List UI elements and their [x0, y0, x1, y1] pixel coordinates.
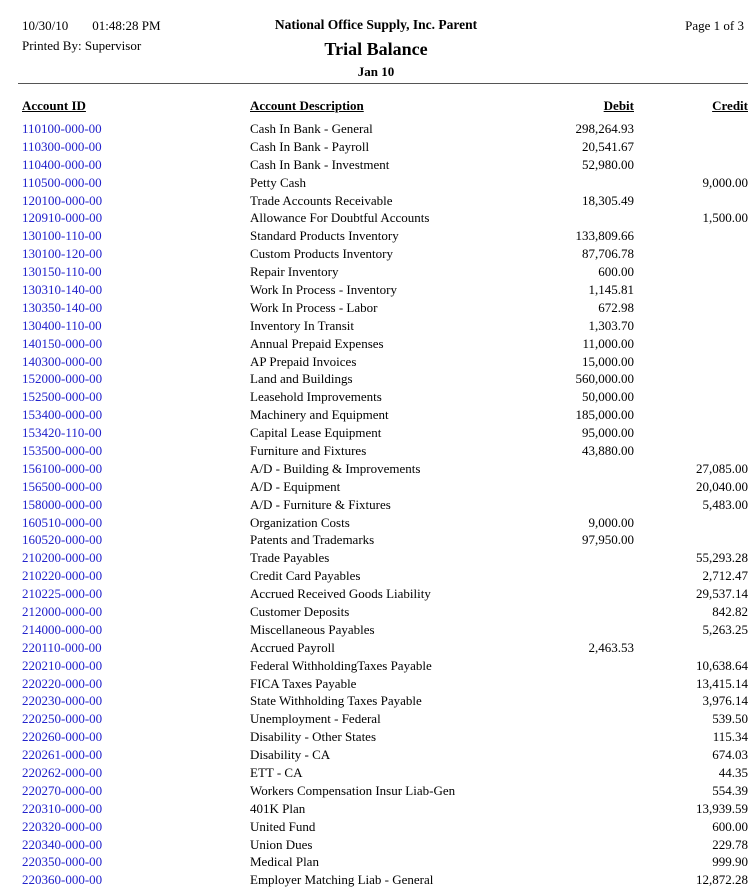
table-row: [22, 657, 748, 675]
table-row: [22, 460, 748, 478]
credit-amount: 600.00: [712, 818, 748, 834]
account-id-link[interactable]: 140150-000-00: [22, 335, 103, 351]
table-row: [22, 209, 748, 227]
account-description: Customer Deposits: [250, 603, 350, 619]
account-description: Repair Inventory: [250, 264, 339, 280]
table-row: [22, 406, 748, 424]
table-row: [22, 764, 748, 782]
table-row: [22, 353, 748, 371]
account-id-link[interactable]: 160520-000-00: [22, 532, 103, 548]
account-id-link[interactable]: 130310-140-00: [22, 281, 103, 297]
table-row: [22, 531, 748, 549]
account-id-link[interactable]: 220210-000-00: [22, 657, 103, 673]
column-header-account-description: Account Description: [250, 98, 364, 113]
debit-amount: 2,463.53: [588, 639, 634, 655]
debit-amount: [512, 603, 634, 621]
debit-amount: [512, 782, 634, 800]
account-description: Patents and Trademarks: [250, 532, 375, 548]
account-id-link[interactable]: 153420-110-00: [22, 425, 102, 441]
report-title: Trial Balance: [324, 38, 428, 59]
debit-amount: 298,264.93: [575, 120, 634, 136]
account-id-link[interactable]: 220262-000-00: [22, 765, 103, 780]
table-row: [22, 174, 748, 192]
credit-amount: [634, 370, 748, 388]
account-description: Furniture and Fixtures: [250, 442, 367, 458]
account-id-link[interactable]: 120910-000-00: [22, 210, 103, 226]
debit-amount: 18,305.49: [582, 192, 634, 208]
account-id-link[interactable]: 110100-000-00: [22, 120, 102, 136]
credit-amount: 539.50: [712, 711, 748, 727]
account-description: Accrued Received Goods Liability: [250, 586, 431, 602]
account-description: 401K Plan: [250, 800, 306, 816]
account-id-link[interactable]: 130350-140-00: [22, 299, 103, 315]
debit-amount: 20,541.67: [582, 138, 634, 154]
report-period: Jan 10: [357, 63, 395, 79]
table-row: [22, 639, 748, 657]
account-description: Disability - Other States: [250, 729, 377, 745]
debit-amount: 97,950.00: [582, 532, 634, 548]
debit-amount: 11,000.00: [582, 335, 634, 351]
credit-amount: [634, 639, 748, 657]
account-id-link[interactable]: 140300-000-00: [22, 353, 103, 369]
table-row: [22, 370, 748, 388]
printed-by: Printed By: Supervisor: [22, 38, 142, 53]
table-row: [22, 317, 748, 335]
debit-amount: [512, 657, 634, 675]
debit-amount: [512, 675, 634, 693]
debit-amount: 185,000.00: [575, 407, 634, 423]
account-description: ETT - CA: [250, 765, 303, 780]
account-id-link[interactable]: 220360-000-00: [22, 872, 103, 888]
debit-amount: 52,980.00: [582, 156, 634, 172]
column-header-debit: Debit: [603, 98, 634, 113]
table-row: [22, 818, 748, 836]
table-row: [22, 585, 748, 603]
table-row: [22, 514, 748, 532]
account-id-link[interactable]: 120100-000-00: [22, 192, 103, 208]
debit-amount: [512, 836, 634, 854]
credit-amount: 27,085.00: [696, 460, 748, 476]
credit-amount: [634, 317, 748, 335]
table-row: [22, 388, 748, 406]
table-row: [22, 299, 748, 317]
account-id-link[interactable]: 130100-110-00: [22, 228, 102, 244]
account-description: Standard Products Inventory: [250, 228, 399, 244]
credit-amount: 5,263.25: [702, 621, 748, 637]
debit-amount: 560,000.00: [575, 371, 634, 387]
table-row: [22, 693, 748, 711]
trial-balance-table: [22, 96, 748, 889]
credit-amount: 29,537.14: [696, 586, 748, 602]
credit-amount: 229.78: [712, 836, 748, 852]
credit-amount: 12,872.28: [696, 872, 748, 888]
table-row: [22, 746, 748, 764]
debit-amount: 95,000.00: [582, 425, 634, 441]
table-row: [22, 496, 748, 514]
debit-amount: [512, 621, 634, 639]
account-id-link[interactable]: 220310-000-00: [22, 800, 103, 816]
credit-amount: [634, 138, 748, 156]
account-description: FICA Taxes Payable: [250, 675, 357, 691]
print-time: 01:48:28 PM: [92, 18, 161, 33]
table-row: [22, 710, 748, 728]
account-id-link[interactable]: 110300-000-00: [22, 138, 102, 154]
debit-amount: 1,145.81: [588, 281, 634, 297]
credit-amount: 3,976.14: [702, 693, 748, 709]
account-description: Cash In Bank - Investment: [250, 156, 390, 172]
account-id-link[interactable]: 220340-000-00: [22, 836, 103, 852]
account-id-link[interactable]: 220261-000-00: [22, 747, 103, 763]
credit-amount: [634, 281, 748, 299]
account-description: Disability - CA: [250, 747, 331, 763]
table-row: [22, 442, 748, 460]
debit-amount: [512, 818, 634, 836]
credit-amount: [634, 424, 748, 442]
table-row: [22, 854, 748, 872]
account-description: AP Prepaid Invoices: [250, 353, 357, 369]
table-row: [22, 245, 748, 263]
account-description: Organization Costs: [250, 514, 350, 530]
account-id-link[interactable]: 220230-000-00: [22, 693, 103, 709]
table-row: [22, 120, 748, 138]
account-description: Federal WithholdingTaxes Payable: [250, 657, 432, 673]
credit-amount: 55,293.28: [696, 550, 748, 566]
credit-amount: [634, 442, 748, 460]
company-name: National Office Supply, Inc. Parent: [274, 17, 478, 32]
credit-amount: [634, 156, 748, 174]
credit-amount: 9,000.00: [702, 174, 748, 190]
account-description: Unemployment - Federal: [250, 711, 381, 727]
debit-amount: [512, 871, 634, 889]
debit-amount: [512, 854, 634, 872]
header-divider-line: [18, 83, 748, 84]
account-id-link[interactable]: 220220-000-00: [22, 675, 103, 691]
table-row: [22, 281, 748, 299]
account-description: Machinery and Equipment: [250, 407, 389, 423]
table-row: [22, 335, 748, 353]
account-id-link[interactable]: 210220-000-00: [22, 568, 103, 584]
credit-amount: 44.35: [718, 765, 748, 780]
debit-amount: 15,000.00: [582, 353, 634, 369]
debit-amount: [512, 496, 634, 514]
debit-amount: [512, 460, 634, 478]
account-description: Workers Compensation Insur Liab-Gen: [250, 782, 456, 798]
account-id-link[interactable]: 110400-000-00: [22, 156, 102, 172]
credit-amount: 554.39: [712, 782, 748, 798]
debit-amount: [512, 728, 634, 746]
table-row: [22, 138, 748, 156]
credit-amount: 13,415.14: [696, 675, 748, 691]
account-description: A/D - Furniture & Fixtures: [250, 496, 391, 512]
account-id-link[interactable]: 212000-000-00: [22, 603, 103, 619]
credit-amount: 1,500.00: [702, 210, 748, 226]
account-id-link[interactable]: 130150-110-00: [22, 264, 102, 280]
credit-amount: 10,638.64: [696, 657, 748, 673]
account-description: United Fund: [250, 818, 316, 834]
credit-amount: [634, 353, 748, 371]
account-description: Custom Products Inventory: [250, 246, 393, 262]
account-description: Trade Payables: [250, 550, 330, 566]
account-description: Annual Prepaid Expenses: [250, 335, 384, 351]
debit-amount: [512, 693, 634, 711]
debit-amount: [512, 585, 634, 603]
table-row: [22, 192, 748, 210]
trial-balance-rows: [22, 120, 748, 889]
table-row: [22, 603, 748, 621]
account-id-link[interactable]: 210225-000-00: [22, 586, 103, 602]
account-id-link[interactable]: 152500-000-00: [22, 389, 103, 405]
table-row: [22, 567, 748, 585]
account-description: A/D - Equipment: [250, 478, 341, 494]
table-row: [22, 424, 748, 442]
debit-amount: [512, 567, 634, 585]
credit-amount: [634, 335, 748, 353]
account-description: State Withholding Taxes Payable: [250, 693, 422, 709]
credit-amount: [634, 245, 748, 263]
account-description: Cash In Bank - General: [250, 120, 373, 136]
account-description: Petty Cash: [250, 174, 306, 190]
column-header-account-id: Account ID: [22, 98, 86, 113]
credit-amount: 2,712.47: [702, 568, 748, 584]
table-row: [22, 728, 748, 746]
account-id-link[interactable]: 220350-000-00: [22, 854, 103, 870]
account-description: Work In Process - Labor: [250, 299, 378, 315]
debit-amount: [512, 209, 634, 227]
credit-amount: [634, 388, 748, 406]
account-description: Land and Buildings: [250, 371, 353, 387]
debit-amount: 672.98: [598, 299, 634, 315]
header-center: [0, 18, 752, 78]
account-id-link[interactable]: 220250-000-00: [22, 711, 103, 727]
account-description: Trade Accounts Receivable: [250, 192, 393, 208]
account-id-link[interactable]: 130100-120-00: [22, 246, 103, 262]
debit-amount: [512, 478, 634, 496]
table-row: [22, 263, 748, 281]
debit-amount: 43,880.00: [582, 442, 634, 458]
account-description: Work In Process - Inventory: [250, 281, 397, 297]
debit-amount: [512, 549, 634, 567]
table-row: [22, 227, 748, 245]
account-description: Allowance For Doubtful Accounts: [250, 210, 430, 226]
account-id-link[interactable]: 158000-000-00: [22, 496, 103, 512]
debit-amount: 9,000.00: [588, 514, 634, 530]
credit-amount: 842.82: [712, 603, 748, 619]
table-row: [22, 621, 748, 639]
credit-amount: 5,483.00: [702, 496, 748, 512]
debit-amount: [512, 710, 634, 728]
table-row: [22, 156, 748, 174]
account-description: A/D - Building & Improvements: [250, 460, 421, 476]
table-row: [22, 478, 748, 496]
credit-amount: [634, 227, 748, 245]
table-row: [22, 800, 748, 818]
page-number: Page 1 of 3: [685, 18, 744, 33]
account-id-link[interactable]: 152000-000-00: [22, 371, 103, 387]
debit-amount: 133,809.66: [575, 228, 634, 244]
debit-amount: [512, 800, 634, 818]
account-id-link[interactable]: 220110-000-00: [22, 639, 102, 655]
credit-amount: 20,040.00: [696, 478, 748, 494]
account-id-link[interactable]: 156100-000-00: [22, 460, 103, 476]
credit-amount: [634, 406, 748, 424]
account-id-link[interactable]: 110500-000-00: [22, 174, 102, 190]
table-row: [22, 782, 748, 800]
account-id-link[interactable]: 153400-000-00: [22, 407, 103, 423]
account-id-link[interactable]: 160510-000-00: [22, 514, 103, 530]
print-date: 10/30/10: [22, 18, 69, 33]
debit-amount: 50,000.00: [582, 389, 634, 405]
credit-amount: [634, 514, 748, 532]
credit-amount: 674.03: [712, 747, 748, 763]
debit-amount: [512, 764, 634, 782]
credit-amount: 115.34: [712, 729, 748, 745]
table-row: [22, 871, 748, 889]
account-description: Medical Plan: [250, 854, 319, 870]
report-header: [0, 0, 752, 83]
account-description: Cash In Bank - Payroll: [250, 138, 370, 154]
account-description: Miscellaneous Payables: [250, 621, 375, 637]
account-description: Capital Lease Equipment: [250, 425, 382, 441]
account-id-link[interactable]: 210200-000-00: [22, 550, 103, 566]
credit-amount: [634, 299, 748, 317]
table-row: [22, 675, 748, 693]
table-header: [22, 96, 748, 120]
account-description: Inventory In Transit: [250, 317, 354, 333]
account-description: Employer Matching Liab - General: [250, 872, 434, 888]
column-header-credit: Credit: [712, 98, 748, 113]
debit-amount: 1,303.70: [588, 317, 634, 333]
credit-amount: [634, 531, 748, 549]
table-row: [22, 836, 748, 854]
account-description: Union Dues: [250, 836, 313, 852]
account-id-link[interactable]: 220320-000-00: [22, 818, 103, 834]
account-description: Credit Card Payables: [250, 568, 361, 584]
debit-amount: [512, 746, 634, 764]
debit-amount: [512, 174, 634, 192]
account-description: Leasehold Improvements: [250, 389, 382, 405]
account-description: Accrued Payroll: [250, 639, 335, 655]
table-row: [22, 549, 748, 567]
account-id-link[interactable]: 214000-000-00: [22, 621, 103, 637]
debit-amount: 87,706.78: [582, 246, 634, 262]
credit-amount: 13,939.59: [696, 800, 748, 816]
account-id-link[interactable]: 220260-000-00: [22, 729, 103, 745]
credit-amount: [634, 120, 748, 138]
account-id-link[interactable]: 220270-000-00: [22, 782, 103, 798]
account-id-link[interactable]: 153500-000-00: [22, 442, 103, 458]
account-id-link[interactable]: 130400-110-00: [22, 317, 102, 333]
debit-amount: 600.00: [598, 264, 634, 280]
account-id-link[interactable]: 156500-000-00: [22, 478, 103, 494]
credit-amount: [634, 263, 748, 281]
credit-amount: 999.90: [712, 854, 748, 870]
credit-amount: [634, 192, 748, 210]
